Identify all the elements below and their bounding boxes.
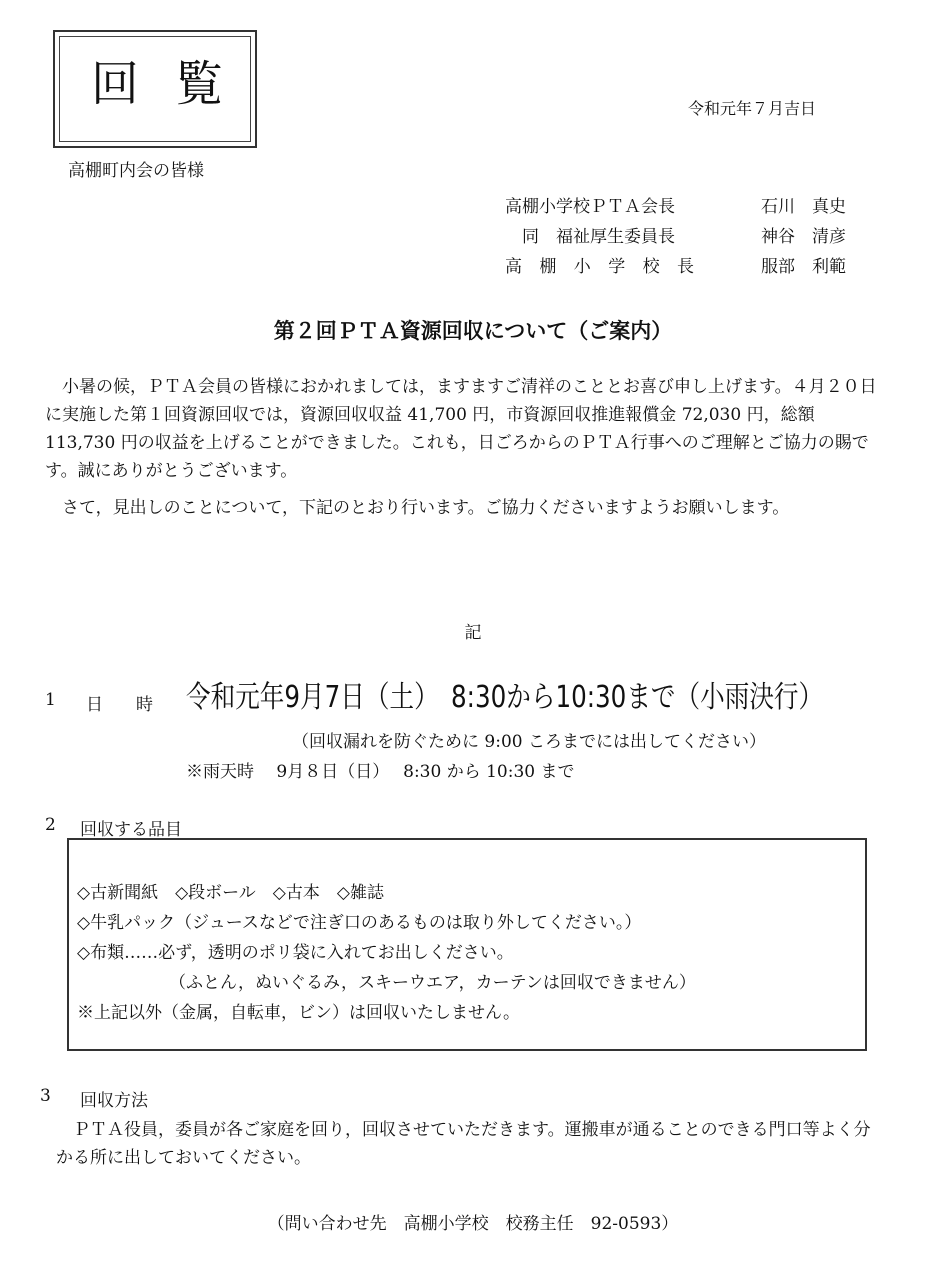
contact-info: （問い合わせ先 高棚小学校 校務主任 92-0593） [267,1214,679,1234]
item-line: ◇牛乳パック（ジュースなどで注ぎ口のあるものは取り外してください。） [77,913,642,933]
document-title: 第２回ＰＴＡ資源回収について（ご案内） [273,318,673,343]
sender-name: 石川 真史 [761,197,846,217]
sender-name: 服部 利範 [761,257,846,277]
section-1-number: 1 [45,690,56,710]
addressee: 高棚町内会の皆様 [68,161,204,181]
sender-list [505,192,846,282]
section-2-label: 回収する品目 [80,820,182,840]
item-line: （ふとん，ぬいぐるみ，スキーウエア，カーテンは回収できません） [169,973,696,993]
items-box [67,838,867,1051]
rain-date: ※雨天時 9月８日（日） 8:30 から 10:30 まで [186,762,575,782]
item-line: ※上記以外（金属，自転車，ビン）は回収いたしません。 [77,1003,521,1023]
section-1-label: 日 時 [86,695,161,715]
circular-stamp [53,30,260,148]
section-3-text: ＰＴＡ役員，委員が各ご家庭を回り，回収させていただきます。運搬車が通ることのできる門口等よく分かる所に出しておいてください。 [56,1120,871,1168]
body-paragraph-2: さて，見出しのことについて，下記のとおり行います。ご協力くださいますようお願いします。 [62,498,790,518]
section-3-label: 回収方法 [80,1091,148,1111]
event-date-note: （回収漏れを防ぐために 9:00 ころまでには出してください） [292,732,766,752]
sender-row [505,252,846,282]
sender-role: 高 棚 小 学 校 長 [505,257,701,277]
issue-date: 令和元年７月吉日 [688,99,817,118]
sender-name: 神谷 清彦 [761,227,846,247]
section-2-number: 2 [45,815,56,835]
sender-role: 同 福祉厚生委員長 [505,227,675,247]
ki-heading: 記 [464,623,482,643]
event-date: 令和元年9月7日（土） 8:30から10:30まで（小雨決行） [186,680,824,715]
item-line: ◇布類……必ず，透明のポリ袋に入れてお出しください。 [77,943,514,963]
sender-row [505,222,846,252]
section-3-number: 3 [40,1086,51,1106]
body-paragraph-1: 小暑の候，ＰＴＡ会員の皆様におかれましては，ますますご清祥のこととお喜び申し上げます。４月２０日に実施した第１回資源回収では，資源回収収益 41,700 円，市資源回収推進報償金 72,030 円，総額 113,730 円の収益を上げることができました。これも，日ごろからのＰＴＡ行事へのご理解とご協力の賜です。誠にありがとうございます。 [45,377,877,481]
item-line: ◇古新聞紙 ◇段ボール ◇古本 ◇雑誌 [77,883,384,903]
stamp-text: 回覧 [91,56,260,112]
sender-role: 高棚小学校ＰＴＡ会長 [505,197,675,217]
sender-row [505,192,846,222]
